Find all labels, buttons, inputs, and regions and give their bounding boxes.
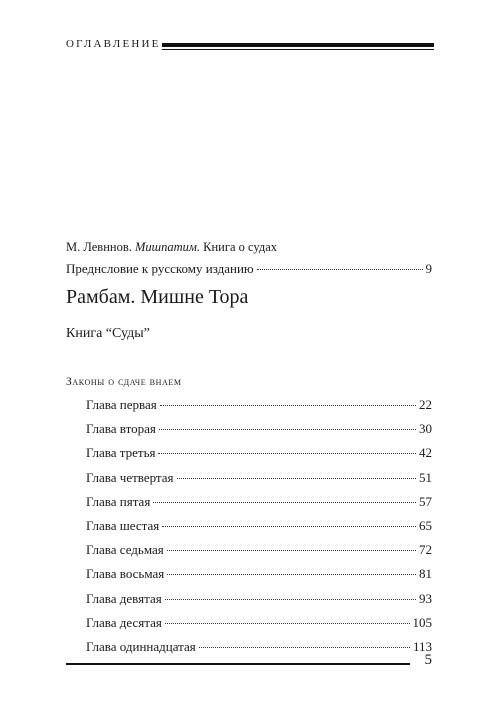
dot-leader (167, 550, 416, 551)
dot-leader (165, 599, 416, 600)
toc-entry-page: 57 (419, 493, 432, 509)
dot-leader (160, 405, 416, 406)
dot-leader (257, 269, 423, 270)
dot-leader (159, 429, 416, 430)
section-title: Законы о сдаче внаем (66, 376, 182, 388)
page-number: 5 (424, 652, 432, 668)
toc-entry-label: Глава восьмая (86, 566, 165, 582)
toc-entry-page: 93 (419, 590, 432, 606)
toc-entry-label: Глава пятая (86, 493, 151, 509)
toc-entry-chapter (86, 639, 432, 655)
intro-line (66, 240, 277, 255)
toc-entry-chapter (86, 566, 432, 582)
book-title: Книга “Суды” (66, 326, 150, 341)
dot-leader (165, 623, 410, 624)
toc-entry-page: 72 (419, 542, 432, 558)
intro-subtitle: Книга о судах (203, 240, 278, 254)
toc-entry-label: Глава девятая (86, 590, 162, 606)
intro-book: Мишпатим. (135, 240, 200, 254)
toc-entry-chapter (86, 397, 432, 413)
dot-leader (177, 478, 416, 479)
dot-leader (167, 574, 416, 575)
footer-rule (66, 663, 410, 665)
toc-entry-page: 42 (419, 445, 432, 461)
dot-leader (199, 647, 410, 648)
header-rule (162, 43, 434, 47)
toc-entry-label: Глава вторая (86, 421, 156, 437)
toc-entry-page: 51 (419, 469, 432, 485)
toc-entry-label: Глава десятая (86, 614, 162, 630)
toc-entry-page: 105 (412, 614, 432, 630)
toc-entry-chapter (86, 445, 432, 461)
toc-entry-page: 30 (419, 421, 432, 437)
toc-entry-page: 81 (419, 566, 432, 582)
toc-entry-chapter (86, 615, 432, 631)
toc-entry-label: Глава одиннадцатая (86, 639, 196, 654)
toc-entry-page: 113 (412, 639, 432, 654)
intro-author: М. Левннов. (66, 240, 132, 254)
toc-entry-label: Глава первая (86, 397, 157, 412)
toc-entry-page: 9 (425, 261, 432, 276)
toc-entry-chapter (86, 421, 432, 437)
main-title: Рамбам. Мишне Тора (66, 286, 249, 308)
toc-entry-page: 22 (419, 397, 432, 412)
toc-entry-label: Преднсловие к русскому изданию (66, 261, 254, 276)
dot-leader (162, 526, 416, 527)
dot-leader (153, 502, 416, 503)
toc-entry-label: Глава шестая (86, 518, 160, 533)
running-header: ОГЛАВЛЕНИЕ (66, 38, 161, 50)
toc-entry-chapter (86, 470, 432, 486)
toc-entry-label: Глава четвертая (86, 469, 174, 485)
toc-entry-preface (66, 261, 432, 277)
toc-entry-page: 65 (419, 518, 432, 533)
toc-entry-label: Глава третья (86, 445, 156, 461)
toc-entry-chapter (86, 542, 432, 558)
toc-entry-chapter (86, 494, 432, 510)
toc-entry-chapter (86, 518, 432, 534)
toc-entry-label: Глава седьмая (86, 542, 164, 558)
toc-entry-chapter (86, 591, 432, 607)
dot-leader (158, 453, 416, 454)
